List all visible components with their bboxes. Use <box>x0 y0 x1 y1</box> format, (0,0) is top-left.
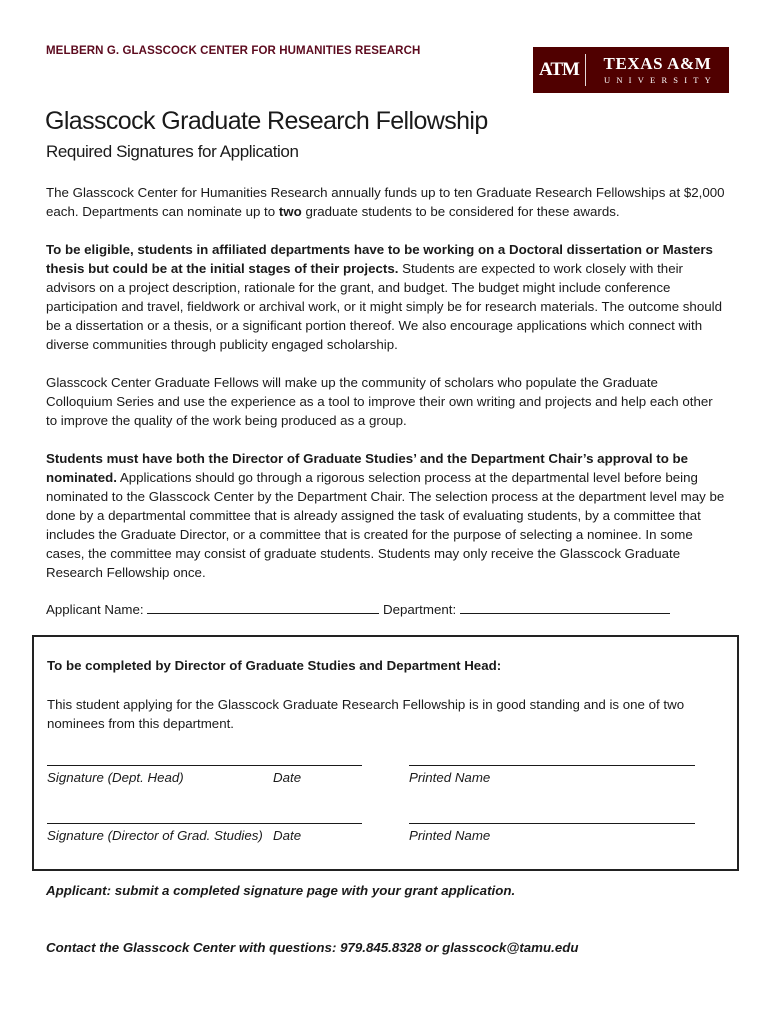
approval-box-heading: To be completed by Director of Graduate Studies and Department Head: <box>47 658 502 673</box>
paragraph-funding <box>46 183 726 221</box>
applicant-name-label: Applicant Name: <box>46 602 144 617</box>
page-title: Glasscock Graduate Research Fellowship <box>45 107 488 135</box>
approval-box-statement: This student applying for the Glasscock Graduate Research Fellowship is in good standing and is one of two nominees from this department. <box>47 697 685 731</box>
paragraph-approval-bold: Students must have both the Director of Graduate Studies’ and the Department Chair’s approval to be nominated. <box>46 451 689 485</box>
university-logo <box>533 47 729 93</box>
dept-head-signature-line[interactable] <box>47 765 362 766</box>
grad-director-signature-label: Signature (Director of Grad. Studies) <box>47 828 263 843</box>
page-subtitle: Required Signatures for Application <box>46 142 299 161</box>
grad-director-printed-name-line[interactable] <box>409 823 695 824</box>
submit-instruction: Applicant: submit a completed signature page with your grant application. <box>46 883 516 898</box>
logo-sub: UNIVERSITY <box>604 75 717 85</box>
applicant-name-field[interactable] <box>147 600 379 614</box>
approval-box <box>32 635 739 871</box>
atm-logo-mark: ATM <box>539 59 579 80</box>
grad-director-date-label: Date <box>273 828 302 843</box>
logo-wordmark <box>586 54 729 86</box>
paragraph-eligibility <box>46 240 726 354</box>
applicant-fields <box>46 600 670 619</box>
paragraph-funding-bold: two <box>278 204 302 219</box>
paragraph-approval <box>46 449 726 582</box>
paragraph-community: Glasscock Center Graduate Fellows will make up the community of scholars who populate the Graduate Colloquium Series and use the experience as a tool to improve their own writing and projects and help each other to improve the quality of the work being produced as a group. <box>46 375 713 428</box>
dept-head-date-label: Date <box>273 770 302 785</box>
department-label: Department: <box>382 602 457 617</box>
paragraph-eligibility-bold: To be eligible, students in affiliated departments have to be working on a Doctoral dissertation or Masters thesis but could be at the initial stages of their projects. <box>46 242 713 276</box>
logo-name: TEXAS A&M <box>603 54 712 73</box>
contact-info: Contact the Glasscock Center with questions: 979.845.8328 or glasscock@tamu.edu <box>46 940 579 955</box>
dept-head-printed-name-line[interactable] <box>409 765 695 766</box>
paragraph-funding-text-end: graduate students to be considered for these awards. <box>301 204 620 219</box>
paragraph-funding-text: The Glasscock Center for Humanities Research annually funds up to ten Graduate Research Fellowships at $2,000 each. Departments can nominate up to <box>46 185 725 219</box>
department-field[interactable] <box>460 600 670 614</box>
grad-director-signature-line[interactable] <box>47 823 362 824</box>
dept-head-signature-label: Signature (Dept. Head) <box>47 770 184 785</box>
logo-divider <box>585 54 586 86</box>
dept-head-printed-name-label: Printed Name <box>409 770 491 785</box>
center-name: MELBERN G. GLASSCOCK CENTER FOR HUMANITIES RESEARCH <box>46 45 421 57</box>
paragraph-eligibility-text: Students are expected to work closely with their advisors on a project description, rationale for the grant, and budget. The budget might include conference participation and travel, fieldwork or archival work, or it might simply be for research materials. The outcome should be a dissertation or a thesis, or a significant portion thereof. We also encourage applications which connect with diverse communities through publicity engaged scholarship. <box>46 261 722 352</box>
paragraph-approval-text: Applications should go through a rigorous selection process at the departmental level before being nominated to the Glasscock Center by the Department Chair. The selection process at the department level may be done by a departmental committee that is already assigned the task of evaluating students, by a committee that includes the Graduate Director, or a committee that is created for the purpose of selecting a nominee. In some cases, the committee may consist of graduate students. Students may only receive the Glasscock Graduate Research Fellowship once. <box>46 470 725 580</box>
grad-director-printed-name-label: Printed Name <box>409 828 491 843</box>
